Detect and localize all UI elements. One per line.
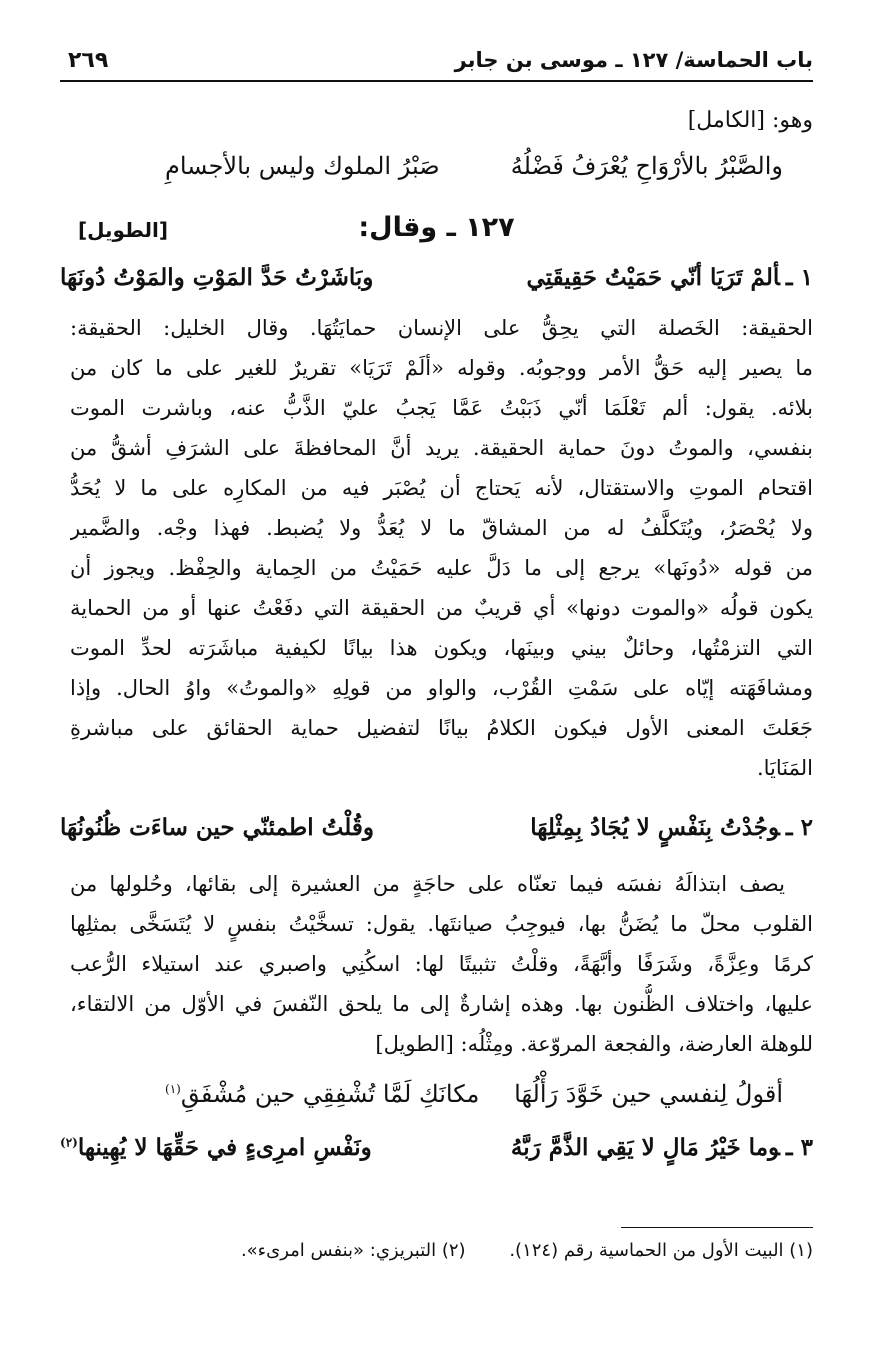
verse-second-hemistich: وبَاشَرْتُ حَدَّ المَوْتِ والمَوْتُ دُونَهَا (60, 264, 374, 291)
page-header (60, 42, 813, 82)
header-rule (60, 80, 813, 82)
commentary-line: ما يصير إليه حَقُّ الأمر ووجوبُه. وقوله «ألَمْ تَرَيَا» تقريرٌ للغير على ما كان من (70, 356, 813, 380)
page-number: ٢٦٩ (68, 48, 109, 73)
commentary-line: بلائه. يقول: ألم تَعْلَمَا أنّي ذَبَبْتُ عَمَّا يَجبُ عليّ الذَّبُّ عنه، وباشرت الموت (70, 396, 813, 420)
footnote-marker: (١) (165, 1082, 181, 1096)
verse-second-hemistich: مكانَكِ لَمَّا تُشْفِقِي حين مُشْفَقِ$^{(١)}$ (165, 1080, 480, 1108)
verse-first-hemistich: ٣ ـوما خَيْرُ مَالٍ لا يَقِي الذَّمَّ رَبَّهُ (510, 1134, 813, 1161)
footnotes (203, 1240, 813, 1261)
verse-second-hemistich: وقُلْتُ اطمئنّي حين ساءَت ظُنُونُهَا (60, 814, 374, 841)
intro-line: وهو: [الكامل] (687, 108, 813, 133)
footnote-marker: (٢) (60, 1135, 78, 1150)
commentary-2 (70, 864, 813, 1064)
verse-3 (60, 1134, 813, 1174)
commentary-line: بنفسي، والموتُ دونَ حماية الحقيقة. يريد أنَّ المحافظةَ على الشرَفِ أشقُّ من (70, 436, 813, 460)
poem-meter: [الطويل] (78, 218, 169, 242)
running-title: باب الحماسة/ ١٢٧ ـ موسى بن جابر (454, 48, 813, 72)
verse-first-hemistich: أقولُ لِنفسي حين خَوَّدَ رَأْلُهَا (514, 1080, 783, 1108)
commentary-line: جَعَلتَ المعنى الأول فيكون الكلامُ بيانًا لتفضيل حماية الحقائق على مباشرةِ (70, 716, 813, 740)
commentary-line: عليها، واختلاف الظُّنون بها. وهذه إشارةٌ إلى ما يلحق النّفسَ في الأوّل من الالتقاء، (70, 992, 813, 1016)
commentary-line: الحقيقة: الخَصلة التي يحِقُّ على الإنسان حمايَتُهَا. وقال الخليل: الحقيقة: (70, 316, 813, 340)
verse-first-hemistich: ١ ـألمْ تَرَيَا أنّي حَمَيْتُ حَقِيقَتِي (526, 264, 813, 291)
commentary-line: التي التزمْتُها، وحائلٌ بيني وبينَها، ويكون هذا بيانًا لكيفية مباشَرَته لحدِّ الموت (70, 636, 813, 660)
footnote-rule (621, 1227, 813, 1228)
commentary-line: يكون قولُه «والموت دونها» أي قريبٌ من الحقيقة التي دفَعْتُ عنها أو من الحماية (70, 596, 813, 620)
intro-verse (60, 152, 813, 192)
commentary-line: ومشافَهَته إيّاه على سَمْتِ القُرْب، والواو من قولِهِ «والموتُ» واوُ الحال. وإذا (70, 676, 813, 700)
verse-second-hemistich: صَبْرُ الملوك وليس بالأجسامِ (165, 152, 440, 180)
verse-1 (60, 264, 813, 304)
verse-2 (60, 814, 813, 854)
commentary-line: القلوب محلّ ما يُضَنُّ بها، فيوجِبُ صيانتَها. يقول: تسخَّيْتُ بنفسٍ لا يُتَسَخَّى بمثلِها (70, 912, 813, 936)
commentary-line: ولا يُحْصَرُ، ويُتَكلَّفُ له من المشاقّ ما لا يُعَدُّ ولا يُضبط. فهذا وجْه. والضَّمير (70, 516, 813, 540)
quoted-verse (60, 1080, 813, 1120)
verse-number: ٢ ـ (785, 814, 813, 841)
commentary-1 (70, 308, 813, 788)
commentary-line: يصف ابتذالَهُ نفسَه فيما تعنّاه على حاجَةٍ من العشيرة إلى بقائها، وحُلولها من (70, 872, 785, 896)
verse-first-hemistich: ٢ ـوجُدْتُ بِنَفْسٍ لا يُجَادُ بِمِثْلِهَا (530, 814, 813, 841)
poem-title: ١٢٧ ـ وقال: (358, 212, 515, 243)
commentary-line: للوهلة العارضة، والفجعة المروّعة. ومِثْلُه: [الطويل] (375, 1032, 813, 1056)
verse-number: ٣ ـ (785, 1134, 813, 1161)
commentary-line: من قوله «دُونَها» يرجع إلى ما دَلَّ عليه حَمَيْتُ من الحِماية والحِفْظ. ويجوز أن (70, 556, 813, 580)
footnote-2: (٢) التبريزي: «بنفس امرىء». (240, 1240, 466, 1261)
verse-second-hemistich: ونَفْسِ امرِىءٍ في حَقِّهَا لا يُهِينها$^{(٢)}$ (60, 1134, 372, 1161)
commentary-line: اقتحام الموتِ والاستقتال، لأنه يَحتاج أن يُصْبَر فيه من المكارِه على ما لا يُحَدُّ (70, 476, 813, 500)
commentary-line: المَنَايَا. (756, 756, 813, 780)
verse-number: ١ ـ (785, 264, 813, 291)
commentary-line: كرمًا وعِزَّةً، وشَرَفًا وأبَّهَةً، وقلْتُ تثبيتًا لها: اسكُنِي واصبري عند استيلاء الرُّعب (70, 952, 813, 976)
poem-heading (60, 212, 813, 252)
footnote-1: (١) البيت الأول من الحماسية رقم (١٢٤). (509, 1240, 813, 1261)
verse-first-hemistich: والصَّبْرُ بالأرْوَاحِ يُعْرَفُ فَضْلُهُ (510, 152, 783, 180)
